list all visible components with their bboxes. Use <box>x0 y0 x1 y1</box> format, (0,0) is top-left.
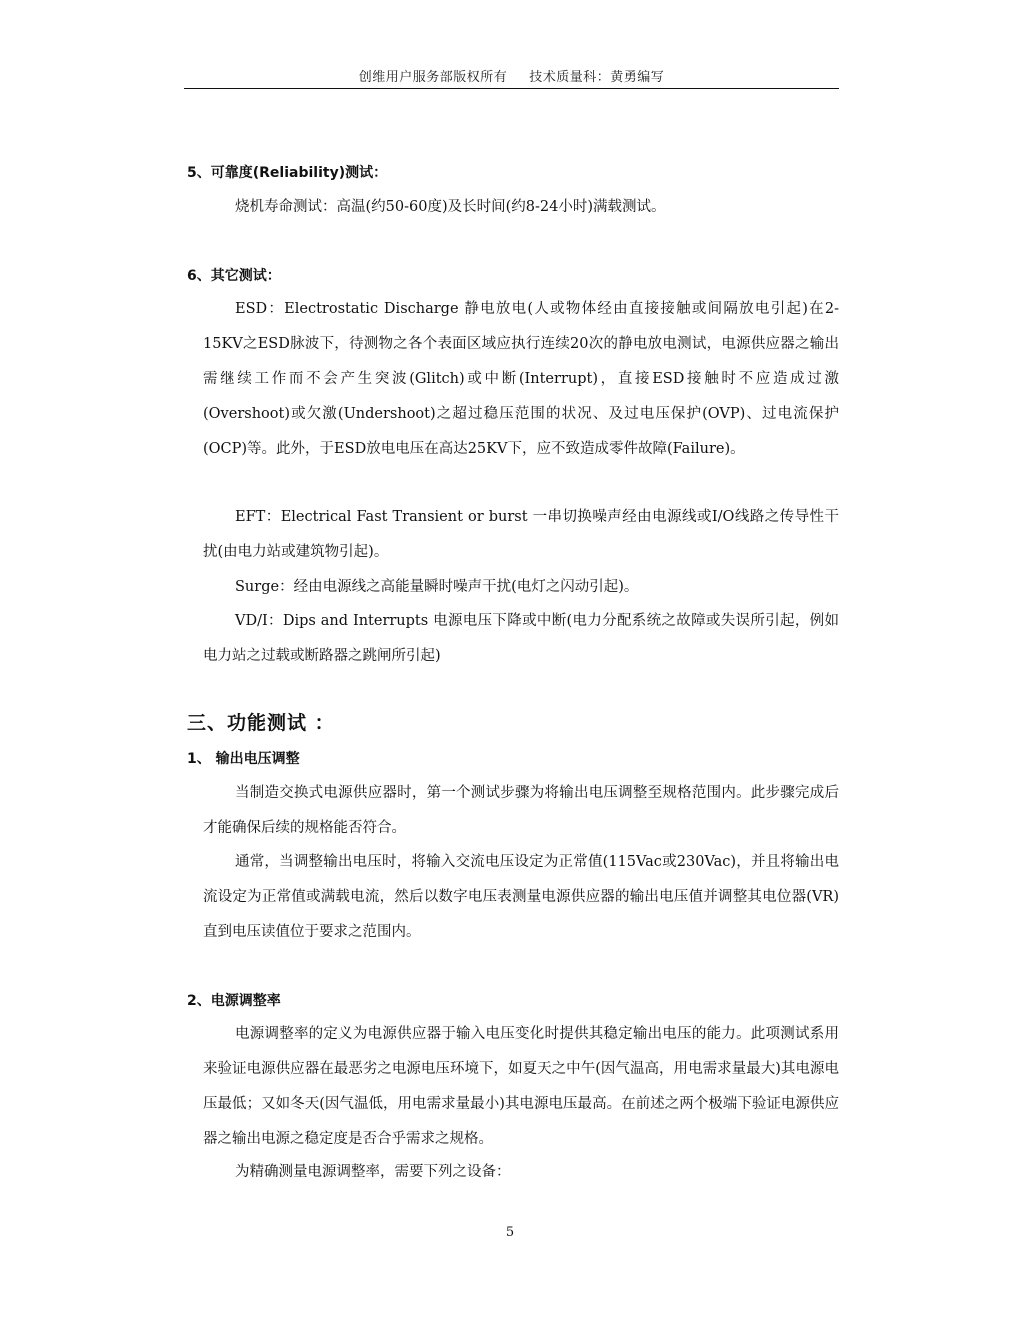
item-1-heading: 1、 输出电压调整 <box>187 751 300 767</box>
item-1-paragraph-1: 当制造交换式电源供应器时，第一个测试步骤为将输出电压调整至规格范围内。此步骤完成后才能确保后续的规格能否符合。 <box>203 785 839 836</box>
item-1-paragraph-2: 通常，当调整输出电压时，将输入交流电压设定为正常值(115Vac或230Vac)，并且将输出电流设定为正常值或满载电流，然后以数字电压表测量电源供应器的输出电压值并调整其电位器(VR)直到电压读值位于要求之范围内。 <box>203 854 839 940</box>
item-2-heading: 2、电源调整率 <box>187 993 281 1009</box>
header-author: 技术质量科：黄勇编写 <box>529 70 665 85</box>
item-2-paragraph-1: 电源调整率的定义为电源供应器于输入电压变化时提供其稳定输出电压的能力。此项测试系用来验证电源供应器在最恶劣之电源电压环境下，如夏天之中午(因气温高，用电需求量最大)其电源电压最低；又如冬天(因气温低，用电需求量最小)其电源电压最高。在前述之两个极端下验证电源供应器之输出电源之稳定度是否合乎需求之规格。 <box>203 1026 839 1147</box>
page-header <box>184 66 839 85</box>
section-6-heading: 6、其它测试： <box>187 268 281 284</box>
surge-paragraph: Surge：经由电源线之高能量瞬时噪声干扰(电灯之闪动引起)。 <box>235 579 639 595</box>
eft-paragraph: EFT：Electrical Fast Transient or burst 一串切换噪声经由电源线或I/O线路之传导性干扰(由电力站或建筑物引起)。 <box>203 509 839 560</box>
section-5-heading: 5、可靠度(Reliability)测试： <box>187 165 388 181</box>
item-2-paragraph-2: 为精确测量电源调整率，需要下列之设备： <box>235 1164 511 1180</box>
vdi-paragraph: VD/I：Dips and Interrupts 电源电压下降或中断(电力分配系统之故障或失误所引起，例如电力站之过载或断路器之跳闸所引起) <box>203 613 839 664</box>
page-number: 5 <box>505 1225 515 1240</box>
header-divider <box>184 88 839 89</box>
section-5-paragraph: 烧机寿命测试：高温(约50-60度)及长时间(约8-24小时)满载测试。 <box>235 199 666 215</box>
esd-paragraph: ESD：Electrostatic Discharge 静电放电(人或物体经由直接接触或间隔放电引起)在2-15KV之ESD脉波下，待测物之各个表面区域应执行连续20次的静电放电测试，电源供应器之输出需继续工作而不会产生突波(Glitch)或中断(Interrupt)，直接ESD接触时不应造成过激(Overshoot)或欠激(Undershoot)之超过稳压范围的状况、及过电压保护(OVP)、过电流保护(OCP)等。此外，于ESD放电电压在高达25KV下，应不致造成零件故障(Failure)。 <box>203 301 839 457</box>
part-3-heading: 三、功能测试 ： <box>187 712 335 734</box>
header-copyright: 创维用户服务部版权所有 <box>358 70 508 85</box>
